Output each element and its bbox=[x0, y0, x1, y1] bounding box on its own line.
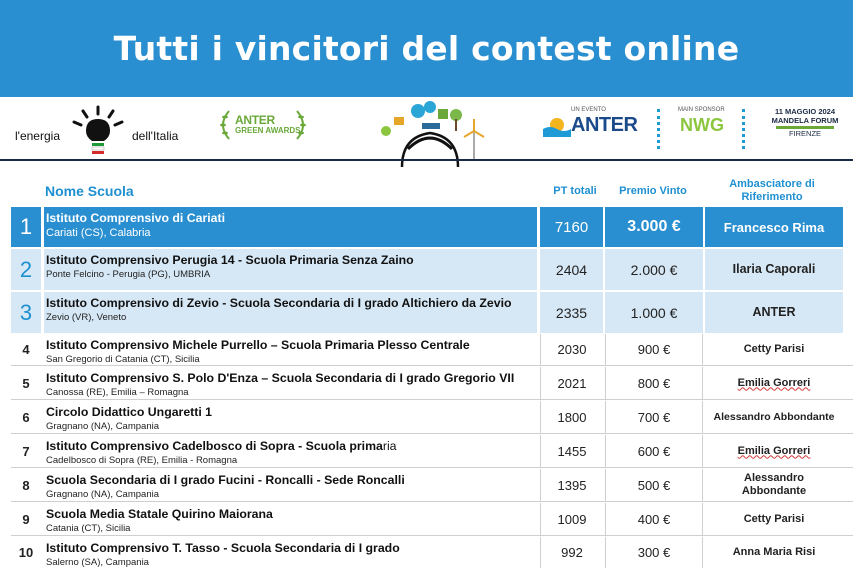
ambassador: Alessandro Abbondante bbox=[713, 410, 835, 423]
school-location: Ponte Felcino - Perugia (PG), UMBRIA bbox=[46, 269, 211, 280]
table-header bbox=[11, 170, 853, 206]
ambassador: Cetty Parisi bbox=[743, 343, 805, 355]
points: 1800 bbox=[557, 409, 587, 425]
school-name: Istituto Comprensivo S. Polo D'Enza – Scuola Secondaria di I grado Gregorio VII bbox=[46, 371, 515, 385]
header-prize: Premio Vinto bbox=[619, 185, 687, 197]
school-name: Scuola Media Statale Quirino Maiorana bbox=[46, 507, 273, 521]
school-location: Gragnano (NA), Campania bbox=[46, 489, 159, 500]
rank: 9 bbox=[22, 511, 30, 527]
school-name: Scuola Secondaria di I grado Fucini - Roncalli - Sede Roncalli bbox=[46, 473, 405, 487]
ambassador: Ilaria Caporali bbox=[732, 262, 816, 276]
school-location: Salerno (SA), Campania bbox=[46, 557, 149, 568]
lightbulb-icon bbox=[70, 105, 126, 157]
prize: 3.000 € bbox=[627, 218, 681, 235]
event-city: FIRENZE bbox=[788, 129, 822, 138]
school-name: Istituto Comprensivo Cadelbosco di Sopra - Scuola primaria bbox=[46, 439, 397, 453]
points: 7160 bbox=[554, 218, 589, 236]
header-school-name: Nome Scuola bbox=[45, 183, 134, 199]
prize: 300 € bbox=[637, 545, 671, 560]
ambassador: Francesco Rima bbox=[723, 219, 825, 235]
table-row bbox=[11, 401, 853, 434]
school-location: Cariati (CS), Calabria bbox=[46, 227, 151, 239]
school-name: Istituto Comprensivo di Cariati bbox=[46, 211, 226, 225]
ambassador: ANTER bbox=[752, 305, 796, 319]
event-venue: MANDELA FORUM bbox=[771, 116, 839, 125]
school-location: Canossa (RE), Emilia – Romagna bbox=[46, 387, 189, 398]
prize: 500 € bbox=[637, 477, 671, 493]
table-row bbox=[11, 469, 853, 502]
header-ambassador: Ambasciatore di Riferimento bbox=[729, 178, 815, 203]
table-row bbox=[11, 207, 853, 247]
ambassador: Emilia Gorreri bbox=[737, 376, 811, 389]
header-rule bbox=[0, 159, 853, 161]
nwg-brand: NWG bbox=[680, 115, 724, 135]
ambassador: Anna Maria Risi bbox=[732, 546, 816, 558]
school-name: Circolo Didattico Ungaretti 1 bbox=[46, 405, 213, 419]
anter-brand: ANTER bbox=[571, 114, 638, 136]
table-row bbox=[11, 334, 853, 366]
logo-strip bbox=[0, 97, 853, 170]
rank: 4 bbox=[22, 342, 30, 357]
event-info bbox=[760, 107, 850, 147]
prize: 400 € bbox=[637, 511, 671, 527]
table-row bbox=[11, 435, 853, 468]
rank: 6 bbox=[22, 409, 30, 425]
green-awards-subtitle: GREEN AWARDS bbox=[235, 126, 301, 135]
anter-event-logo bbox=[543, 107, 643, 147]
anter-event-caption: UN EVENTO bbox=[571, 107, 606, 113]
ambassador: Emilia Gorreri bbox=[737, 444, 811, 457]
points: 992 bbox=[561, 545, 583, 560]
points: 2404 bbox=[555, 261, 588, 278]
table-row bbox=[11, 503, 853, 536]
points: 1455 bbox=[557, 443, 587, 459]
rank: 5 bbox=[22, 375, 30, 391]
anter-green-awards-logo bbox=[215, 107, 310, 147]
points: 1395 bbox=[557, 477, 587, 493]
energia-logo-text-left: l'energia bbox=[15, 129, 60, 143]
table-row bbox=[11, 249, 853, 290]
sun-wave-icon bbox=[543, 115, 571, 137]
ambassador: Alessandro Abbondante bbox=[741, 472, 807, 497]
table-row bbox=[11, 537, 853, 568]
school-name: Istituto Comprensivo di Zevio - Scuola Secondaria di I grado Altichiero da Zevio bbox=[46, 296, 512, 310]
school-name: Istituto Comprensivo T. Tasso - Scuola Secondaria di I grado bbox=[46, 541, 400, 555]
page-title: Tutti i vincitori del contest online bbox=[113, 29, 740, 68]
table-row bbox=[11, 367, 853, 400]
prize: 600 € bbox=[637, 443, 671, 459]
school-name: Istituto Comprensivo Michele Purrello – Scuola Primaria Plesso Centrale bbox=[46, 338, 470, 352]
rank: 3 bbox=[19, 299, 33, 325]
prize: 800 € bbox=[637, 375, 671, 391]
green-awards-brand: ANTER bbox=[235, 113, 275, 127]
school-location: Catania (CT), Sicilia bbox=[46, 523, 131, 534]
rank: 2 bbox=[19, 256, 33, 282]
rank: 8 bbox=[22, 477, 30, 493]
table-row bbox=[11, 292, 853, 333]
nwg-sponsor-caption: MAIN SPONSOR bbox=[678, 107, 725, 113]
ambassador: Cetty Parisi bbox=[743, 512, 805, 525]
points: 2030 bbox=[557, 342, 587, 357]
separator-dots bbox=[657, 109, 661, 149]
school-name: Istituto Comprensivo Perugia 14 - Scuola Primaria Senza Zaino bbox=[46, 253, 414, 267]
prize: 700 € bbox=[637, 409, 671, 425]
rank: 7 bbox=[22, 443, 30, 459]
prize: 1.000 € bbox=[630, 304, 678, 321]
energia-italia-logo bbox=[15, 105, 185, 155]
title-banner bbox=[0, 0, 853, 97]
event-date: 11 MAGGIO 2024 bbox=[774, 107, 836, 116]
energia-logo-text-right: dell'Italia bbox=[132, 129, 179, 143]
rank: 10 bbox=[18, 545, 34, 560]
school-location: Zevio (VR), Veneto bbox=[46, 312, 127, 323]
points: 2021 bbox=[557, 375, 587, 391]
rank: 1 bbox=[19, 214, 33, 239]
nwg-sponsor-logo bbox=[672, 107, 732, 147]
header-points: PT totali bbox=[553, 185, 597, 197]
points: 2335 bbox=[555, 304, 588, 321]
points: 1009 bbox=[557, 511, 587, 527]
school-location: Cadelbosco di Sopra (RE), Emilia - Romagna bbox=[46, 455, 238, 466]
prize: 900 € bbox=[637, 342, 671, 357]
separator-dots bbox=[742, 109, 746, 149]
school-location: San Gregorio di Catania (CT), Sicilia bbox=[46, 354, 200, 365]
energy-illustration bbox=[372, 97, 492, 167]
prize: 2.000 € bbox=[630, 261, 678, 278]
school-location: Gragnano (NA), Campania bbox=[46, 421, 159, 432]
